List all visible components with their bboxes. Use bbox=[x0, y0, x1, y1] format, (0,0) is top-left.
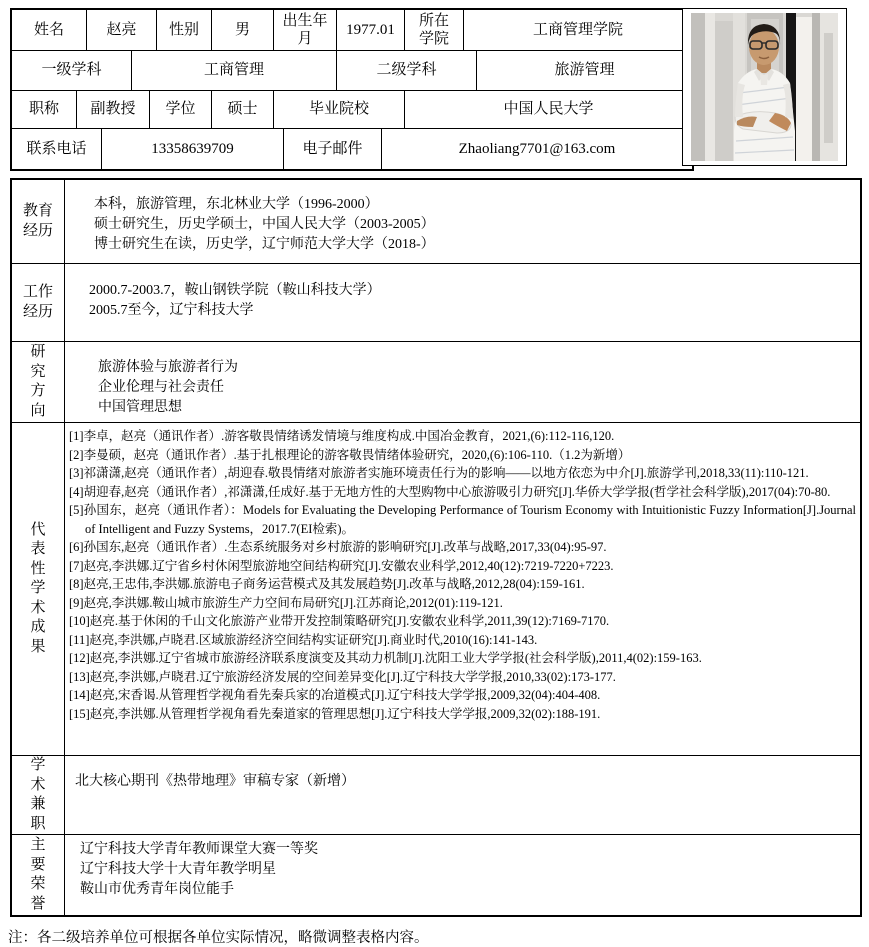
text-line: [12]赵亮,李洪娜.辽宁省城市旅游经济联系度演变及其动力机制[J].沈阳工业大学学报(社会科学版),2011,4(02):159-163. bbox=[69, 651, 702, 665]
text-line: [11]赵亮,李洪娜,卢晓君.区域旅游经济空间结构实证研究[J].商业时代,2010(16):141-143. bbox=[69, 632, 538, 647]
text-line: 硕士研究生，历史学硕士，中国人民大学（2003-2005） bbox=[94, 217, 435, 232]
sections-table bbox=[10, 178, 862, 917]
portrait-photo-icon bbox=[691, 13, 838, 161]
section-work bbox=[12, 264, 860, 342]
name-value: 赵亮 bbox=[87, 10, 157, 50]
publications-content bbox=[65, 423, 860, 755]
info-row-3 bbox=[12, 91, 692, 129]
text-line: 中国管理思想 bbox=[98, 400, 182, 415]
section-education bbox=[12, 180, 860, 264]
text-line: [2]李曼硕，赵亮（通讯作者）.基于扎根理论的游客敬畏情绪体验研究，2020,(6):106-110.（1.2为新增） bbox=[69, 447, 631, 462]
research-content bbox=[65, 342, 860, 422]
academic-positions-content bbox=[65, 756, 860, 834]
degree-value: 硕士 bbox=[212, 91, 274, 128]
school-value: 中国人民大学 bbox=[503, 101, 594, 118]
work-label: 工作经历 bbox=[12, 264, 65, 341]
research-label: 研究方向 bbox=[12, 342, 65, 422]
text-line: [7]赵亮,李洪娜.辽宁省乡村休闲型旅游地空间结构研究[J].安徽农业科学,2012,40(12):7219-7220+7223. bbox=[69, 558, 614, 573]
text-line: 北大核心期刊《热带地理》审稿专家（新增） bbox=[75, 774, 355, 789]
college-value: 工商管理学院 bbox=[532, 21, 623, 38]
text-line: 旅游体验与旅游者行为 bbox=[98, 360, 238, 375]
info-row-1 bbox=[12, 10, 692, 51]
title-label: 职称 bbox=[12, 91, 77, 128]
footnote: 注：各二级培养单位可根据各单位实际情况，略微调整表格内容。 bbox=[8, 930, 429, 946]
title-value: 副教授 bbox=[77, 91, 150, 128]
gender-label: 性别 bbox=[157, 10, 212, 50]
education-label: 教育经历 bbox=[12, 180, 65, 263]
birth-value: 1977.01 bbox=[337, 10, 405, 50]
info-row-2 bbox=[12, 51, 692, 91]
text-line: 博士研究生在读，历史学，辽宁师范大学大学（2018-） bbox=[94, 237, 435, 252]
work-content bbox=[65, 264, 860, 341]
text-line: 企业伦理与社会责任 bbox=[98, 380, 224, 395]
text-line: [3]祁潇潇,赵亮（通讯作者）,胡迎春.敬畏情绪对旅游者实施环境责任行为的影响——以地方依恋为中介[J].旅游学刊,2018,33(11):110-121. bbox=[69, 466, 809, 480]
text-line: 本科，旅游管理，东北林业大学（1996-2000） bbox=[94, 197, 379, 212]
honors-content bbox=[65, 835, 860, 915]
text-line: 辽宁科技大学青年教师课堂大赛一等奖 bbox=[80, 842, 318, 857]
discipline2-label: 二级学科 bbox=[337, 51, 477, 90]
text-line: [6]孙国东,赵亮（通讯作者）.生态系统服务对乡村旅游的影响研究[J].改革与战略,2017,33(04):95-97. bbox=[69, 540, 607, 554]
info-row-4 bbox=[12, 129, 692, 169]
text-line: [8]赵亮,王忠伟,李洪娜.旅游电子商务运营模式及其发展趋势[J].改革与战略,2012,28(04):159-161. bbox=[69, 577, 585, 591]
publications-label: 代表性学术成果 bbox=[12, 423, 65, 755]
discipline1-value: 工商管理 bbox=[132, 51, 337, 90]
text-line: [5]孙国东，赵亮（通讯作者）：Models for Evaluating the Developing Performance of Tourism Economy with Intuitionistic Fuzzy Information[J].Journal of Intelligent and Fuzzy Systems，2017.7(EI检索)。 bbox=[69, 503, 856, 536]
email-label: 电子邮件 bbox=[284, 129, 382, 169]
academic-positions-label: 学术兼职 bbox=[12, 756, 65, 834]
gender-value: 男 bbox=[212, 10, 274, 50]
text-line: [1]李卓，赵亮（通讯作者）.游客敬畏情绪诱发情境与维度构成.中国冶金教育，2021,(6):112-116,120. bbox=[69, 429, 615, 443]
birth-label: 出生年月 bbox=[274, 10, 337, 50]
text-line: [10]赵亮.基于休闲的千山文化旅游产业带开发控制策略研究[J].安徽农业科学,2011,39(12):7169-7170. bbox=[69, 614, 610, 628]
profile-photo bbox=[682, 8, 847, 166]
phone-value: 13358639709 bbox=[102, 129, 284, 169]
text-line: 2005.7至今，辽宁科技大学 bbox=[89, 303, 254, 318]
phone-label: 联系电话 bbox=[12, 129, 102, 169]
discipline2-value: 旅游管理 bbox=[554, 62, 615, 79]
text-line: [13]赵亮,李洪娜,卢晓君.辽宁旅游经济发展的空间差异变化[J].辽宁科技大学学报,2010,33(02):173-177. bbox=[69, 669, 616, 684]
text-line: [9]赵亮,李洪娜.鞍山城市旅游生产力空间布局研究[J].江苏商论,2012(01):119-121. bbox=[69, 595, 503, 610]
name-label: 姓名 bbox=[12, 10, 87, 50]
section-academic-positions bbox=[12, 756, 860, 835]
school-label: 毕业院校 bbox=[274, 91, 405, 128]
section-honors bbox=[12, 835, 860, 915]
discipline1-label: 一级学科 bbox=[12, 51, 132, 90]
text-line: 鞍山市优秀青年岗位能手 bbox=[80, 882, 234, 897]
text-line: [4]胡迎春,赵亮（通讯作者）,祁潇潇,任成好.基于无地方性的大型购物中心旅游吸引力研究[J].华侨大学学报(哲学社会科学版),2017(04):70-80. bbox=[69, 484, 831, 499]
section-research bbox=[12, 342, 860, 423]
honors-label: 主要荣誉 bbox=[12, 835, 65, 915]
text-line: [15]赵亮,李洪娜.从管理哲学视角看先秦道家的管理思想[J].辽宁科技大学学报,2009,32(02):188-191. bbox=[69, 706, 601, 721]
email-value: Zhaoliang7701@163.com bbox=[458, 140, 616, 157]
text-line: [14]赵亮,宋香谒.从管理哲学视角看先秦兵家的冶道模式[J].辽宁科技大学学报,2009,32(04):404-408. bbox=[69, 688, 601, 702]
degree-label: 学位 bbox=[150, 91, 212, 128]
basic-info-table bbox=[10, 8, 694, 171]
college-label: 所在学院 bbox=[405, 10, 464, 50]
education-content bbox=[65, 180, 860, 263]
text-line: 辽宁科技大学十大青年教学明星 bbox=[80, 862, 276, 877]
section-publications bbox=[12, 423, 860, 756]
text-line: 2000.7-2003.7，鞍山钢铁学院（鞍山科技大学） bbox=[89, 283, 381, 298]
